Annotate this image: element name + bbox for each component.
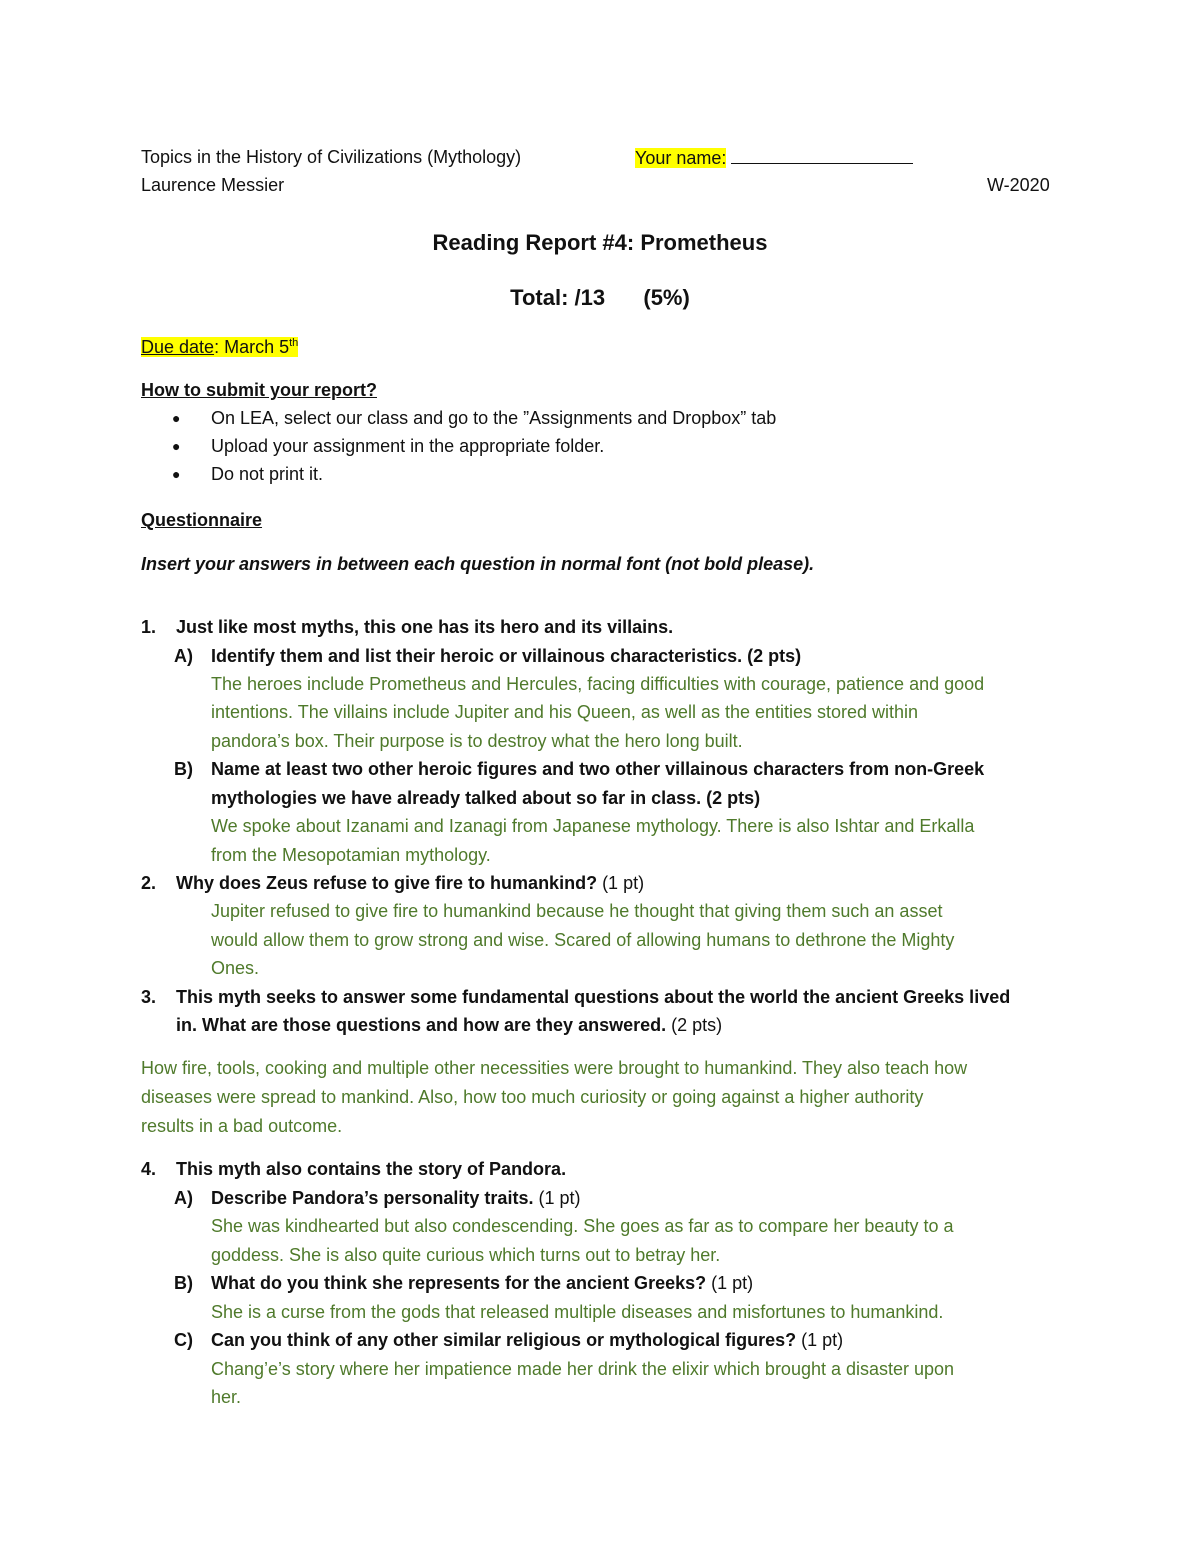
question-line (176, 1013, 722, 1037)
subquestion-line (211, 1271, 753, 1295)
answer-line: goddess. She is also quite curious which turns out to betray her. (211, 1245, 721, 1265)
name-label: Your name: (635, 148, 727, 168)
answer-line: her. (211, 1387, 242, 1407)
submit-bullet: Upload your assignment in the appropriate folder. (211, 436, 605, 456)
answer-line: from the Mesopotamian mythology. (211, 845, 491, 865)
bullet-icon: ● (172, 466, 181, 482)
due-date-value: March 5 (224, 337, 290, 357)
submit-heading: How to submit your report? (141, 380, 377, 400)
answer-line: results in a bad outcome. (141, 1116, 343, 1136)
question-text: Just like most myths, this one has its hero and its villains. (176, 617, 674, 637)
answer-line: She was kindhearted but also condescending. She goes as far as to compare her beauty to a (211, 1216, 954, 1236)
answer-line: would allow them to grow strong and wise. Scared of allowing humans to dethrone the Mighty (211, 930, 955, 950)
course-title: Topics in the History of Civilizations (Mythology) (141, 147, 522, 167)
question-number: 3. (141, 987, 157, 1007)
total-label: Total: (510, 285, 569, 310)
subquestion-label: A) (174, 1188, 193, 1208)
question-line (176, 871, 644, 895)
term: W-2020 (987, 175, 1050, 195)
answer-line: Jupiter refused to give fire to humankind because he thought that giving them such an asset (211, 901, 943, 921)
subquestion-label: B) (174, 759, 193, 779)
question-text: Why does Zeus refuse to give fire to humankind? (176, 873, 598, 893)
question-text: This myth seeks to answer some fundamental questions about the world the ancient Greeks lived (176, 987, 1011, 1007)
subquestion-text: What do you think she represents for the ancient Greeks? (211, 1273, 707, 1293)
subquestion-text: Identify them and list their heroic or villainous characteristics. (2 pts) (211, 646, 802, 666)
question-number: 4. (141, 1159, 157, 1179)
submit-bullet: On LEA, select our class and go to the ”Assignments and Dropbox” tab (211, 408, 777, 428)
total-score: /13 (574, 285, 606, 310)
question-points: (1 pt) (597, 873, 645, 893)
subquestion-label: A) (174, 646, 193, 666)
question-points: (2 pts) (666, 1015, 723, 1035)
questionnaire-instruction: Insert your answers in between each question in normal font (not bold please). (141, 554, 815, 574)
answer-line: intentions. The villains include Jupiter and his Queen, as well as the entities stored within (211, 702, 919, 722)
subquestion-label: C) (174, 1330, 193, 1350)
due-date-label: Due date (141, 337, 215, 357)
subquestion-points: (1 pt) (796, 1330, 844, 1350)
teacher-name: Laurence Messier (141, 175, 285, 195)
answer-line: Chang’e’s story where her impatience made her drink the elixir which brought a disaster upon (211, 1359, 955, 1379)
submit-bullet: Do not print it. (211, 464, 324, 484)
answer-line: The heroes include Prometheus and Hercules, facing difficulties with courage, patience and good (211, 674, 985, 694)
name-blank (731, 145, 913, 164)
subquestion-text: Can you think of any other similar religious or mythological figures? (211, 1330, 797, 1350)
name-field (635, 145, 913, 170)
subquestion-text: Name at least two other heroic figures and two other villainous characters from non-Greek (211, 759, 985, 779)
subquestion-points: (1 pt) (533, 1188, 581, 1208)
question-number: 2. (141, 873, 157, 893)
answer-line: She is a curse from the gods that released multiple diseases and misfortunes to humankind. (211, 1302, 944, 1322)
question-text: This myth also contains the story of Pandora. (176, 1159, 567, 1179)
question-text: in. What are those questions and how are they answered. (176, 1015, 667, 1035)
questionnaire-heading: Questionnaire (141, 510, 263, 530)
due-date-line (141, 335, 298, 359)
subquestion-line (211, 1186, 580, 1210)
answer-line: pandora’s box. Their purpose is to destroy what the hero long built. (211, 731, 743, 751)
total-line (0, 285, 1200, 311)
subquestion-label: B) (174, 1273, 193, 1293)
due-date-colon: : (214, 337, 220, 357)
subquestion-points: (1 pt) (706, 1273, 754, 1293)
due-date-suffix: th (289, 337, 299, 349)
answer-line: diseases were spread to mankind. Also, how too much curiosity or going against a higher authority (141, 1087, 924, 1107)
subquestion-line (211, 1328, 843, 1352)
answer-line: How fire, tools, cooking and multiple other necessities were brought to humankind. They also teach how (141, 1058, 968, 1078)
subquestion-text: mythologies we have already talked about so far in class. (2 pts) (211, 788, 761, 808)
subquestion-text: Describe Pandora’s personality traits. (211, 1188, 534, 1208)
answer-line: Ones. (211, 958, 260, 978)
question-number: 1. (141, 617, 157, 637)
total-percent: (5%) (643, 285, 690, 310)
bullet-icon: ● (172, 410, 181, 426)
page-title: Reading Report #4: Prometheus (432, 230, 768, 255)
bullet-icon: ● (172, 438, 181, 454)
answer-line: We spoke about Izanami and Izanagi from Japanese mythology. There is also Ishtar and Erkalla (211, 816, 975, 836)
